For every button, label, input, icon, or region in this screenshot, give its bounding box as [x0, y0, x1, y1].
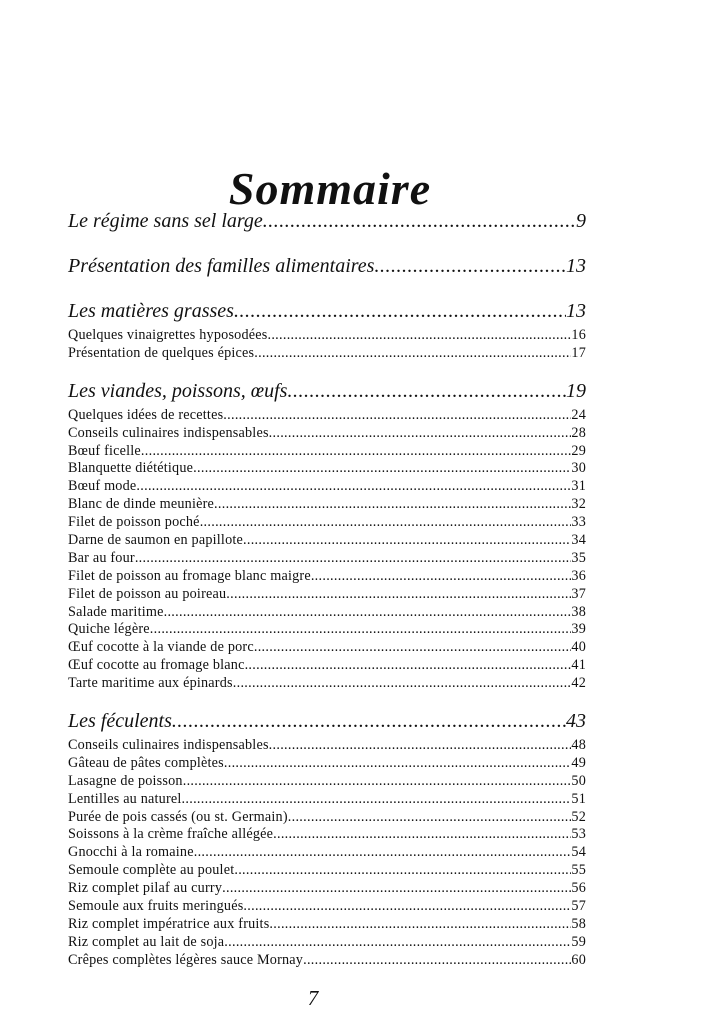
toc-entry-label: Soissons à la crème fraîche allégée	[68, 826, 274, 843]
toc-entry-label: Semoule complète au poulet	[68, 862, 235, 879]
dot-leader	[222, 880, 571, 898]
dot-leader	[223, 407, 571, 425]
toc-entry-page: 28	[571, 424, 586, 441]
toc-entry	[68, 443, 586, 461]
toc-entry	[68, 755, 586, 773]
dot-leader	[135, 550, 572, 568]
dot-leader	[311, 568, 572, 586]
toc-heading	[68, 205, 586, 237]
toc-entry	[68, 657, 586, 675]
toc-entry	[68, 532, 586, 550]
toc-entry-label: Blanquette diététique	[68, 460, 194, 477]
toc-entry	[68, 934, 586, 952]
toc-heading-page: 19	[566, 379, 586, 402]
toc-entry-label: Bœuf ficelle	[68, 442, 141, 459]
toc-entry	[68, 809, 586, 827]
toc-entry-label: Conseils culinaires indispensables	[68, 424, 269, 441]
toc-heading-page: 43	[566, 710, 586, 733]
toc-entry	[68, 478, 586, 496]
dot-leader	[200, 514, 572, 532]
toc-entry-label: Présentation de quelques épices	[68, 344, 255, 361]
dot-leader	[269, 916, 571, 934]
toc-heading	[68, 295, 586, 327]
toc-entry-label: Bœuf mode	[68, 478, 137, 495]
dot-leader	[141, 443, 571, 461]
dot-leader	[267, 327, 571, 345]
toc-entry-label: Bar au four	[68, 549, 135, 566]
toc-entry-label: Riz complet au lait de soja	[68, 933, 225, 950]
dot-leader	[243, 898, 571, 916]
toc-heading-page: 9	[576, 210, 586, 232]
toc-entry	[68, 952, 586, 970]
toc-entry-label: Crêpes complètes légères sauce Mornay	[68, 951, 304, 968]
toc-entry	[68, 737, 586, 755]
toc-entry	[68, 604, 586, 622]
dot-leader	[287, 375, 566, 407]
toc-entry-label: Conseils culinaires indispensables	[68, 737, 269, 754]
dot-leader	[224, 934, 571, 952]
dot-leader	[193, 460, 571, 478]
toc-entry-label: Darne de saumon en papillote	[68, 532, 244, 549]
toc-entry-label: Blanc de dinde meunière	[68, 496, 215, 513]
toc-section	[68, 705, 586, 982]
toc-entry-page: 17	[571, 344, 586, 361]
toc-entry	[68, 844, 586, 862]
toc-entry-page: 39	[571, 621, 586, 638]
toc-entry-page: 54	[571, 844, 586, 861]
toc-entry	[68, 550, 586, 568]
dot-leader	[182, 791, 572, 809]
dot-leader	[183, 773, 572, 791]
toc-entry-page: 37	[571, 585, 586, 602]
toc-entry-page: 50	[571, 772, 586, 789]
toc-entry	[68, 916, 586, 934]
toc-entry	[68, 773, 586, 791]
toc-heading-page: 13	[566, 255, 586, 277]
toc-entry-label: Salade maritime	[68, 603, 164, 620]
toc-heading-label: Les matières grasses	[68, 300, 234, 322]
toc-entry-page: 34	[571, 532, 586, 549]
toc-entry	[68, 568, 586, 586]
toc-entry-page: 53	[571, 826, 586, 843]
toc-entry-page: 42	[571, 675, 586, 692]
toc-entry	[68, 425, 586, 443]
toc-entry-page: 38	[571, 603, 586, 620]
toc-entry	[68, 586, 586, 604]
dot-leader	[243, 532, 571, 550]
toc-entry-label: Quelques vinaigrettes hyposodées	[68, 327, 268, 343]
toc-heading-label: Les viandes, poissons, œufs	[68, 379, 288, 402]
dot-leader	[273, 826, 571, 844]
toc-entry-page: 40	[571, 639, 586, 656]
toc-entry-page: 16	[571, 327, 586, 343]
toc-entry-page: 32	[571, 496, 586, 513]
dot-leader	[214, 496, 571, 514]
toc-section	[68, 375, 586, 705]
toc-entry-page: 58	[571, 915, 586, 932]
toc-entry	[68, 639, 586, 657]
toc-heading	[68, 705, 586, 737]
toc-heading-page: 13	[566, 300, 586, 322]
toc-entry-page: 57	[571, 898, 586, 915]
toc-entry	[68, 898, 586, 916]
toc-entry-label: Lasagne de poisson	[68, 772, 183, 789]
dot-leader	[374, 250, 566, 282]
toc-entry-page: 33	[571, 514, 586, 531]
toc-entry-page: 36	[571, 567, 586, 584]
dot-leader	[194, 844, 572, 862]
toc-entry-label: Lentilles au naturel	[68, 790, 182, 807]
toc-section	[68, 250, 586, 295]
dot-leader	[234, 295, 566, 327]
toc-heading	[68, 250, 586, 282]
toc-section	[68, 295, 586, 375]
toc-entry-page: 60	[571, 951, 586, 968]
toc-entry-page: 30	[571, 460, 586, 477]
toc-entry-label: Riz complet pilaf au curry	[68, 880, 223, 897]
toc-entry	[68, 496, 586, 514]
dot-leader	[303, 952, 571, 970]
dot-leader	[254, 639, 572, 657]
dot-leader	[245, 657, 572, 675]
page-number: 7	[307, 986, 319, 1010]
toc-entry-page: 29	[571, 442, 586, 459]
page-title: Sommaire	[228, 162, 432, 214]
toc-heading-label: Les féculents	[68, 710, 172, 733]
dot-leader	[136, 478, 571, 496]
toc-entry-page: 59	[571, 933, 586, 950]
toc-entry	[68, 345, 586, 363]
toc-heading-label: Présentation des familles alimentaires	[68, 255, 375, 277]
toc-section	[68, 205, 586, 250]
toc-entry	[68, 514, 586, 532]
dot-leader	[164, 604, 572, 622]
toc-entry-label: Filet de poisson au fromage blanc maigre	[68, 567, 311, 584]
toc-entry-page: 51	[571, 790, 586, 807]
toc-entry-page: 52	[571, 808, 586, 825]
toc-heading-label: Le régime sans sel large	[68, 210, 263, 232]
toc-entry-label: Œuf cocotte au fromage blanc	[68, 657, 245, 674]
toc-entry-page: 24	[571, 406, 586, 423]
toc-entry-label: Gnocchi à la romaine	[68, 844, 194, 861]
toc-entry-label: Riz complet impératrice aux fruits	[68, 915, 270, 932]
dot-leader	[254, 345, 571, 363]
dot-leader	[269, 425, 572, 443]
toc-entry-label: Semoule aux fruits meringués	[68, 898, 244, 915]
toc-entry	[68, 675, 586, 693]
toc-entry-page: 56	[571, 880, 586, 897]
toc-entry-label: Tarte maritime aux épinards	[68, 675, 233, 692]
toc-entry-page: 49	[571, 754, 586, 771]
dot-leader	[288, 809, 572, 827]
toc-entry	[68, 460, 586, 478]
toc-entry-label: Filet de poisson poché	[68, 514, 200, 531]
dot-leader	[172, 705, 566, 737]
dot-leader	[233, 675, 572, 693]
dot-leader	[269, 737, 572, 755]
toc-entry-page: 31	[571, 478, 586, 495]
toc-heading	[68, 375, 586, 407]
toc-entry	[68, 327, 586, 345]
toc-entry-page: 41	[571, 657, 586, 674]
dot-leader	[263, 205, 576, 237]
toc-entry-label: Gâteau de pâtes complètes	[68, 754, 224, 771]
toc-entry-page: 55	[571, 862, 586, 879]
toc-entry	[68, 862, 586, 880]
dot-leader	[226, 586, 571, 604]
toc-entry-page: 35	[571, 549, 586, 566]
toc-entry-label: Œuf cocotte à la viande de porc	[68, 639, 254, 656]
toc-entry	[68, 826, 586, 844]
dot-leader	[234, 862, 571, 880]
toc-entry-page: 48	[571, 737, 586, 754]
toc-entry-label: Filet de poisson au poireau	[68, 585, 227, 602]
dot-leader	[150, 621, 572, 639]
toc-entry-label: Quelques idées de recettes	[68, 406, 224, 423]
table-of-contents	[68, 205, 586, 982]
toc-entry	[68, 880, 586, 898]
toc-entry	[68, 621, 586, 639]
toc-entry	[68, 407, 586, 425]
toc-entry-label: Quiche légère	[68, 621, 150, 638]
toc-entry	[68, 791, 586, 809]
dot-leader	[224, 755, 572, 773]
toc-entry-label: Purée de pois cassés (ou st. Germain)	[68, 808, 288, 825]
